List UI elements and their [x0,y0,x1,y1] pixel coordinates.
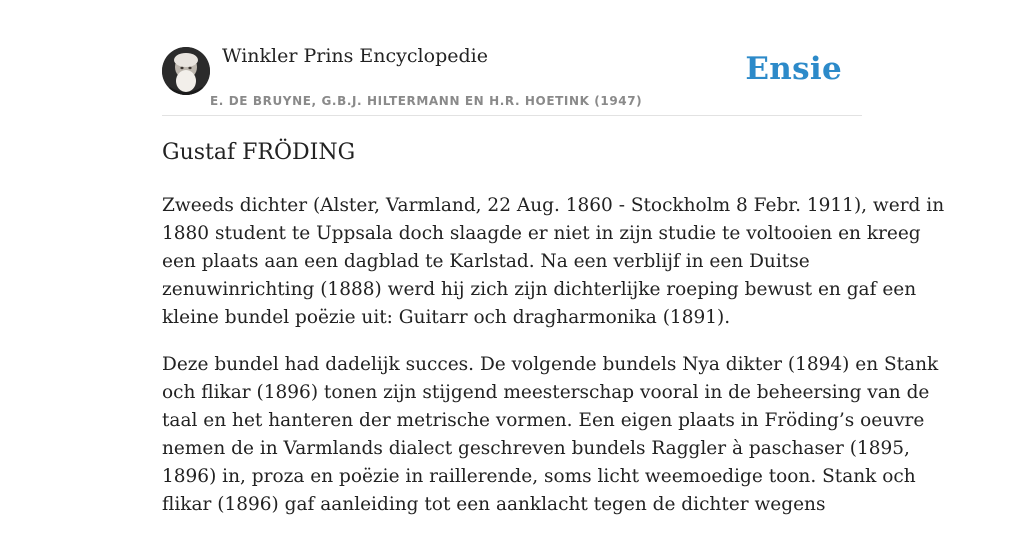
paragraph-line: zenuwinrichting (1888) werd hij zich zijn dichterlijke roeping bewust en gaf een [162,279,917,300]
header-divider [162,115,862,116]
paragraph-line: Zweeds dichter (Alster, Varmland, 22 Aug. 1860 - Stockholm 8 Febr. 1911), werd in [162,195,945,216]
paragraph-line: flikar (1896) gaf aanleiding tot een aanklacht tegen de dichter wegens [162,494,826,515]
article-body [162,192,945,538]
publication-title[interactable]: Winkler Prins Encyclopedie [222,45,488,67]
paragraph-line: och flikar (1896) tonen zijn stijgend meesterschap vooral in de beheersing van de [162,382,930,403]
paragraph-line: Deze bundel had dadelijk succes. De volgende bundels Nya dikter (1894) en Stank [162,354,939,375]
paragraph-line: 1880 student te Uppsala doch slaagde er niet in zijn studie te voltooien en kreeg [162,223,921,244]
paragraph-line: 1896) in, proza en poëzie in raillerende, soms licht weemoedige toon. Stank och [162,466,916,487]
paragraph-line: kleine bundel poëzie uit: Guitarr och dragharmonika (1891). [162,307,731,328]
authors-line: E. DE BRUYNE, G.B.J. HILTERMANN EN H.R. HOETINK (1947) [210,94,643,108]
paragraph [162,192,945,332]
portrait-photo-icon [162,47,210,95]
paragraph [162,351,939,519]
paragraph-line: een plaats aan een dagblad te Karlstad. Na een verblijf in een Duitse [162,251,810,272]
article-title: Gustaf FRÖDING [162,140,356,165]
ensie-logo[interactable]: Ensie [745,51,842,87]
paragraph-line: taal en het hanteren der metrische vormen. Een eigen plaats in Fröding’s oeuvre [162,410,925,431]
author-avatar [162,47,210,95]
paragraph-line: nemen de in Varmlands dialect geschreven bundels Raggler à paschaser (1895, [162,438,910,459]
